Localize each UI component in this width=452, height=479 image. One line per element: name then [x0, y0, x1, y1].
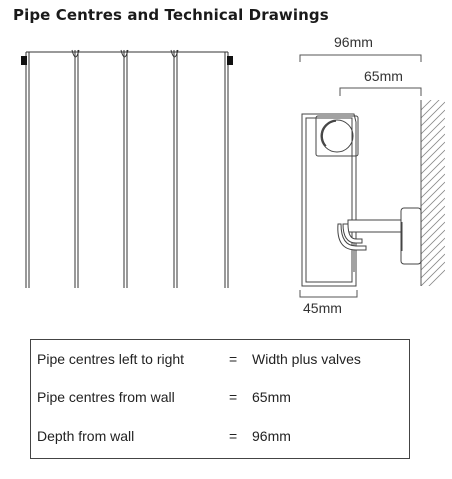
wall-bracket: [338, 208, 421, 264]
spec-row: [31, 389, 409, 409]
spec-value: 96mm: [252, 428, 291, 444]
spec-label: Pipe centres left to right: [37, 351, 185, 367]
radiator-front-view: [26, 50, 228, 288]
dim-label-65: 65mm: [364, 68, 403, 84]
page-title: Pipe Centres and Technical Drawings: [13, 6, 329, 24]
spec-value: Width plus valves: [252, 351, 361, 367]
pipe-centres-table: [30, 339, 410, 459]
valve-right: [227, 56, 233, 65]
spec-value: 65mm: [252, 389, 291, 405]
valve-left: [21, 56, 27, 65]
spec-row: [31, 428, 409, 448]
dim-label-45: 45mm: [303, 300, 342, 316]
dim-label-96: 96mm: [334, 34, 373, 50]
wall-hatch: [421, 86, 445, 294]
spec-row: [31, 351, 409, 371]
dimension-line-96: [300, 55, 421, 62]
dimension-line-45: [300, 290, 357, 297]
spec-equals: =: [229, 351, 238, 367]
spec-equals: =: [229, 389, 238, 405]
dimension-line-65: [340, 88, 421, 96]
spec-equals: =: [229, 428, 238, 444]
spec-label: Pipe centres from wall: [37, 389, 175, 405]
spec-label: Depth from wall: [37, 428, 135, 444]
radiator-side-view: [302, 114, 358, 286]
